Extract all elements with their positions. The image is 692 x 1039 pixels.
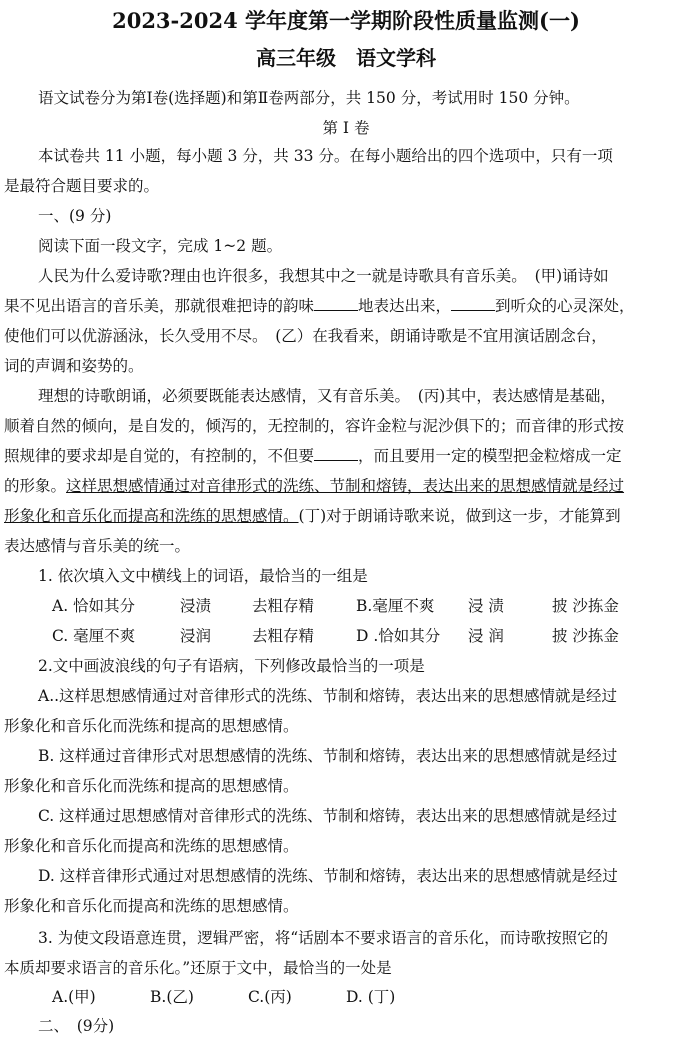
- passage-text: 到听众的心灵深处，: [495, 297, 635, 315]
- q1-option-c: C. 毫厘不爽: [52, 627, 136, 645]
- section2-heading: 二、 (9分): [38, 1017, 115, 1035]
- q1-option-b-word2: 浸 渍: [468, 597, 504, 615]
- q2-option-a-line2: 形象化和音乐化而洗练和提高的思想感情。: [4, 717, 299, 735]
- q3-stem-line1: 3. 为使文段语意连贯，逻辑严密，将“话剧本不要求语言的音乐化，而诗歌按照它的: [38, 929, 609, 947]
- q3-option-d: D. (丁): [346, 988, 396, 1006]
- q3-options: [4, 987, 688, 1007]
- passage-text: 的形象。: [4, 477, 67, 495]
- q2-option-d-line1: D. 这样音律形式通过对思想感情的洗练、节制和熔铸，表达出来的思想感情就是经过: [38, 867, 618, 885]
- fill-blank: [314, 446, 358, 461]
- part1-instruction-line2: 是最符合题目要求的。: [4, 177, 160, 195]
- exam-subtitle: 高三年级 语文学科: [256, 46, 436, 70]
- q2-option-b-line2: 形象化和音乐化而洗练和提高的思想感情。: [4, 777, 299, 795]
- q3-option-b: B.(乙): [150, 988, 194, 1006]
- q1-option-d-word3: 披 沙拣金: [552, 627, 619, 645]
- passage-p2-line5: [4, 506, 688, 526]
- section1-task: 阅读下面一段文字，完成 1~2 题。: [38, 237, 283, 255]
- q2-option-b-line1: B. 这样通过音律形式对思想感情的洗练、节制和熔铸，表达出来的思想感情就是经过: [38, 747, 618, 765]
- passage-p2-line6: 表达感情与音乐美的统一。: [4, 537, 191, 555]
- fill-blank: [451, 296, 495, 311]
- q1-option-d-word2: 浸 润: [468, 627, 504, 645]
- passage-text: 果不见出语言的音乐美，那就很难把诗的韵味: [4, 297, 315, 315]
- passage-p1-line3: 使他们可以优游涵泳，长久受用不尽。 (乙）在我看来，朗诵诗歌是不宜用演话剧念台，: [4, 327, 607, 345]
- passage-text: ，而且要用一定的模型把金粒熔成一定: [358, 447, 622, 465]
- underlined-sentence: 形象化和音乐化而提高和洗练的思想感情。: [4, 507, 299, 525]
- exam-intro: 语文试卷分为第Ⅰ卷(选择题)和第Ⅱ卷两部分，共 150 分，考试用时 150 分钟。: [38, 89, 580, 107]
- underlined-sentence: 这样思想感情通过对音律形式的洗练、节制和熔铸，表达出来的思想感情就是经过: [66, 477, 625, 495]
- part1-heading: 第 Ⅰ 卷: [322, 119, 370, 137]
- passage-p2-line2: 顺着自然的倾向，是自发的，倾泻的，无控制的，容许金粒与泥沙俱下的；而音律的形式按: [4, 417, 625, 435]
- section1-heading: 一、(9 分): [38, 207, 112, 225]
- q1-option-c-word2: 浸润: [180, 627, 212, 645]
- passage-p2-line3: [4, 446, 688, 466]
- q3-stem-line2: 本质却要求语言的音乐化。”还原于文中，最恰当的一处是: [4, 959, 392, 977]
- passage-p1-line4: 词的声调和姿势的。: [4, 357, 144, 375]
- exam-title: 2023-2024 学年度第一学期阶段性质量监测(一): [112, 8, 580, 33]
- passage-text: (丁)对于朗诵诗歌来说，做到这一步，才能算到: [298, 507, 621, 525]
- q2-stem: 2.文中画波浪线的句子有语病，下列修改最恰当的一项是: [38, 657, 425, 675]
- q1-options-row1: [4, 596, 688, 616]
- q1-option-c-word3: 去粗存精: [252, 627, 315, 645]
- q1-options-row2: [4, 626, 688, 646]
- q2-option-a-line1: A..这样思想感情通过对音律形式的洗练、节制和熔铸，表达出来的思想感情就是经过: [38, 687, 618, 705]
- part1-instruction-line1: 本试卷共 11 小题，每小题 3 分，共 33 分。在每小题给出的四个选项中，只有一项: [38, 147, 613, 165]
- q1-option-b-word3: 披 沙拣金: [552, 597, 619, 615]
- q1-option-a-word3: 去粗存精: [252, 597, 315, 615]
- passage-p2-line4: [4, 476, 688, 496]
- passage-p1-line1: 人民为什么爱诗歌?理由也许很多，我想其中之一就是诗歌具有音乐美。 (甲)诵诗如: [38, 267, 609, 285]
- q3-option-a: A.(甲): [52, 988, 96, 1006]
- passage-text: 照规律的要求却是自觉的，有控制的，不但要: [4, 447, 315, 465]
- passage-text: 地表达出来，: [358, 297, 452, 315]
- q3-option-c: C.(丙): [248, 988, 292, 1006]
- q1-option-a-word2: 浸渍: [180, 597, 212, 615]
- q1-option-d: D .恰如其分: [356, 627, 441, 645]
- q1-option-a: A. 恰如其分: [52, 597, 136, 615]
- fill-blank: [314, 296, 358, 311]
- q2-option-c-line1: C. 这样通过思想感情对音律形式的洗练、节制和熔铸，表达出来的思想感情就是经过: [38, 807, 618, 825]
- passage-p2-line1: 理想的诗歌朗诵，必须要既能表达感情，又有音乐美。 (丙)其中，表达感情是基础，: [38, 387, 616, 405]
- q2-option-c-line2: 形象化和音乐化而提高和洗练的思想感情。: [4, 837, 299, 855]
- q1-stem: 1. 依次填入文中横线上的词语，最恰当的一组是: [38, 567, 368, 585]
- passage-p1-line2: [4, 296, 688, 316]
- q2-option-d-line2: 形象化和音乐化而提高和洗练的思想感情。: [4, 897, 299, 915]
- q1-option-b: B.毫厘不爽: [356, 597, 435, 615]
